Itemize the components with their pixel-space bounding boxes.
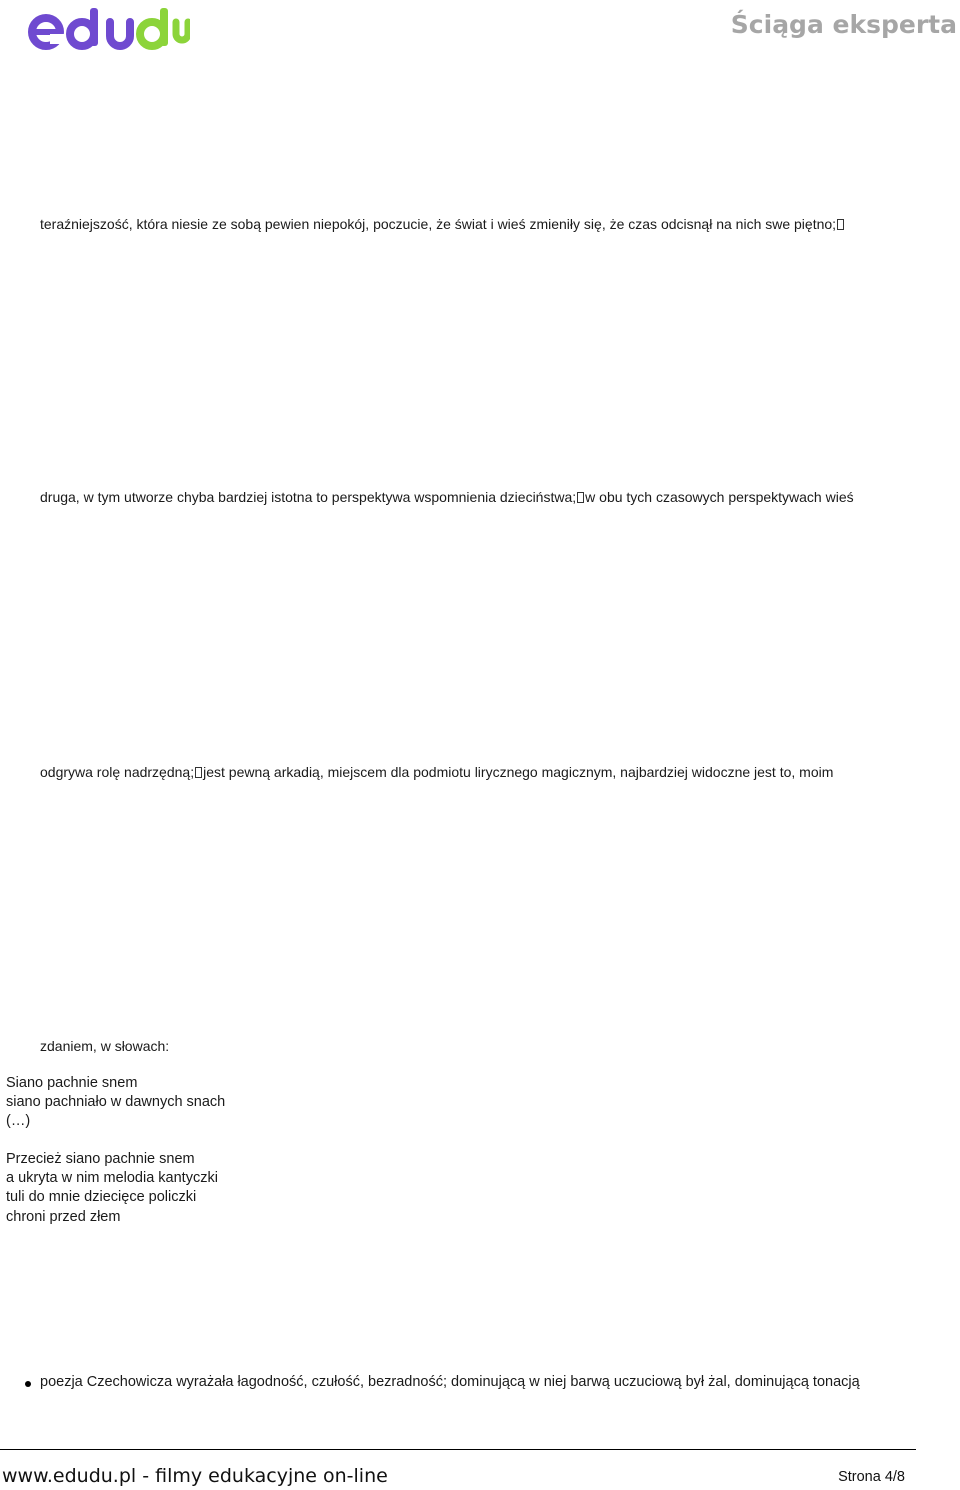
footer-page-number: Strona 4/8 — [838, 1469, 905, 1485]
footer-divider — [0, 1449, 916, 1450]
text-line-3-part1: odgrywa rolę nadrzędną; — [40, 764, 195, 780]
text-line-4-content: zdaniem, w słowach: — [40, 1038, 170, 1054]
bullet-item-text: poezja Czechowicza wyrażała łagodność, czułość, bezradność; dominującą w niej barwą uczuciową był żal, dominującą tonacją — [40, 1374, 860, 1390]
text-line-3-part2: jest pewną arkadią, miejscem dla podmiotu lirycznego magicznym, najbardziej widoczne jest to, moim — [203, 764, 834, 780]
missing-glyph-box — [837, 219, 844, 230]
missing-glyph-box — [577, 492, 584, 503]
text-line-4 — [40, 1038, 169, 1054]
header-tagline: Ściąga eksperta — [730, 10, 957, 39]
poem-line: tuli do mnie dziecięce policzki — [6, 1189, 197, 1206]
poem-quote — [6, 1074, 225, 1227]
poem-gap — [6, 1131, 225, 1150]
edudu-logo[interactable] — [28, 4, 190, 52]
poem-line: Przecież siano pachnie snem — [6, 1151, 195, 1168]
poem-line: siano pachniało w dawnych snach — [6, 1094, 226, 1111]
text-line-2 — [40, 489, 854, 505]
text-line-1 — [40, 216, 845, 232]
text-line-3 — [40, 764, 833, 780]
bullet-dot — [25, 1381, 31, 1387]
poem-line: chroni przed złem — [6, 1208, 121, 1225]
footer-site-link[interactable]: www.edudu.pl - filmy edukacyjne on-line — [2, 1465, 388, 1487]
text-line-2-part1: druga, w tym utworze chyba bardziej istotna to perspektywa wspomnienia dzieciństwa; — [40, 489, 577, 505]
text-line-1-content: teraźniejszość, która niesie ze sobą pewien niepokój, poczucie, że świat i wieś zmieniły się, że czas odcisnął na nich swe piętno; — [40, 216, 837, 232]
poem-line: a ukryta w nim melodia kantyczki — [6, 1170, 218, 1187]
missing-glyph-box — [195, 767, 202, 778]
bullet-item — [40, 1374, 860, 1390]
poem-line: Siano pachnie snem — [6, 1075, 138, 1091]
text-line-2-part2: w obu tych czasowych perspektywach wieś — [585, 489, 854, 505]
poem-line: (…) — [6, 1113, 31, 1130]
